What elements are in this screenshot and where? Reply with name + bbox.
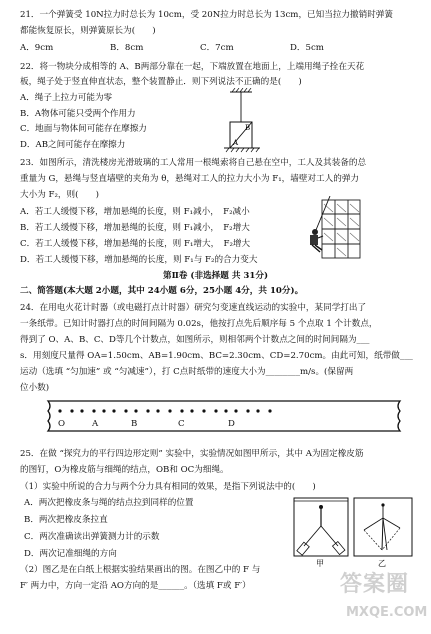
q24-line3: 得到了 O、A、B、C、D等几个计数点，如图所示，则相邻两个计数点之间的时间间隔为___ xyxy=(20,335,370,345)
q25-option-d: D．两次记准细绳的方向 xyxy=(24,549,117,559)
watermark-logo-text: 答案圈 xyxy=(340,572,410,597)
tape-dot xyxy=(70,409,73,412)
q23-option-c: C．若工人缓慢下移，增加悬绳的长度，则 F₁增大， F₂增大 xyxy=(20,239,251,249)
q22-label-b: B xyxy=(245,124,251,132)
tape-dot xyxy=(214,409,217,412)
q25-figure-yi xyxy=(352,496,414,568)
q21-option-b: B．8cm xyxy=(110,43,144,53)
section-2-heading: 二、简答题(本大题 2小题，其中 24小题 6分，25小题 4分，共 10分)。 xyxy=(20,286,304,296)
tape-dot xyxy=(256,409,259,412)
q25-sub2b: F′ 两力中，方向一定沿 AO方向的是______。（选填 F或 F′） xyxy=(20,581,251,591)
q24-line6: 位小数) xyxy=(20,383,50,393)
tape-dot xyxy=(102,409,105,412)
tape-dot xyxy=(156,409,159,412)
q25-option-b: B．两次把橡皮条拉直 xyxy=(24,515,108,525)
q25-figure-jia xyxy=(292,496,350,568)
tape-dot xyxy=(146,409,149,412)
q23-option-d: D．若工人缓慢下移，增加悬绳的长度，则 F₁与 F₂的合力变大 xyxy=(20,255,258,265)
q25-label-yi: 乙 xyxy=(378,559,386,568)
q25-option-c: C．两次准确读出弹簧测力计的示数 xyxy=(24,532,160,542)
q25-line2: 的图钉，O为橡皮筋与细绳的结点，OB和 OC为细绳。 xyxy=(20,465,229,475)
q24-line5: 运动（选填 “匀加速” 或 “匀减速”），打 C点时纸带的速度大小为________m/s。(保留两 xyxy=(20,367,354,377)
q22-option-d: D．AB之间可能存在摩擦力 xyxy=(20,140,126,150)
tape-dot xyxy=(246,409,249,412)
q22-option-a: A．绳子上拉力可能为零 xyxy=(20,93,113,103)
tape-dot xyxy=(268,409,271,412)
q22-block-figure xyxy=(222,88,262,160)
section-2-title: 第Ⅱ卷 (非选择题 共 31分) xyxy=(162,271,269,281)
q21-option-c: C．7cm xyxy=(200,43,234,53)
q21-line2: 都能恢复原长，则弹簧原长为( ) xyxy=(20,26,156,36)
tape-dot xyxy=(134,409,137,412)
tape-dot xyxy=(168,409,171,412)
q21-options xyxy=(20,42,380,55)
q22-line2: 板，绳子处于竖直伸直状态，整个装置静止．则下列说法不正确的是( ) xyxy=(20,77,302,87)
tape-label-c: C xyxy=(178,419,185,429)
q23-option-b: B．若工人缓慢下移，增加悬绳的长度，则 F₁减小， F₂增大 xyxy=(20,223,250,233)
watermark-url: MXQE.COM xyxy=(346,605,428,620)
tape-dot xyxy=(112,409,115,412)
q23-line2: 重量为 G，悬绳与竖直墙壁的夹角为 θ，悬绳对工人的拉力大小为 F₁，墙壁对工人的弹力 xyxy=(20,174,360,184)
q25-sub1: （1）实验中所说的合力与两个分力具有相同的效果，是指下列说法中的( ) xyxy=(20,482,316,492)
q21-option-d: D．5cm xyxy=(290,43,324,53)
tape-dot xyxy=(58,409,61,412)
tape-label-d: D xyxy=(228,419,235,429)
tape-dot xyxy=(180,409,183,412)
tape-label-o: O xyxy=(58,419,66,429)
q23-line3: 大小为 F₂，则( ) xyxy=(20,190,100,200)
q23-window-cleaner-figure xyxy=(302,196,362,260)
q24-line2: 一条纸带。已知计时器打点的时间间隔为 0.02s，他按打点先后顺序每 5 个点取 1 个计数点， xyxy=(20,319,378,329)
tape-dot xyxy=(92,409,95,412)
tape-dot xyxy=(124,409,127,412)
q24-line1: 24．在用电火花计时器（或电磁打点计时器）研究匀变速直线运动的实验中，某同学打出了 xyxy=(20,303,367,313)
q22-label-a: A xyxy=(233,139,239,147)
q21-line1: 21．一个弹簧受 10N拉力时总长为 10cm，受 20N拉力时总长为 13cm，已知当拉力撤销时弹簧 xyxy=(20,10,393,20)
q23-line1: 23．如图所示，清洗楼房光滑玻璃的工人常用一根绳索将自己悬在空中，工人及其装备的总 xyxy=(20,158,367,168)
tape-dot xyxy=(234,409,237,412)
tape-label-a: A xyxy=(92,419,99,429)
q25-sub2a: （2）图乙是在白纸上根据实验结果画出的图。在图乙中的 F 与 xyxy=(20,565,261,575)
q23-option-a: A．若工人缓慢下移，增加悬绳的长度，则 F₁减小， F₂减小 xyxy=(20,207,250,217)
q25-line1: 25．在做 “探究力的平行四边形定则” 实验中，实验情况如图甲所示，其中 A为固定橡皮筋 xyxy=(20,449,364,459)
q24-line4: s．用刻度尺量得 OA=1.50cm、AB=1.90cm、BC=2.30cm、CD=2.70cm。由此可知，纸带做___ xyxy=(20,351,413,361)
q21-option-a: A．9cm xyxy=(20,43,54,53)
q25-option-a: A．两次把橡皮条与绳的结点拉到同样的位置 xyxy=(24,498,194,508)
tape-labels xyxy=(42,418,406,432)
q22-line1: 22．将一物块分成相等的 A、B两部分靠在一起，下端放置在地面上，上端用绳子拴在天花 xyxy=(20,62,365,72)
tape-dot xyxy=(202,409,205,412)
tape-dot xyxy=(80,409,83,412)
tape-dots xyxy=(58,409,271,412)
q22-option-b: B．A物体可能只受两个作用力 xyxy=(20,109,136,119)
tape-label-b: B xyxy=(131,419,138,429)
tape-dot xyxy=(190,409,193,412)
q22-option-c: C．地面与物体间可能存在摩擦力 xyxy=(20,124,147,134)
q25-label-jia: 甲 xyxy=(316,559,324,568)
tape-dot xyxy=(224,409,227,412)
